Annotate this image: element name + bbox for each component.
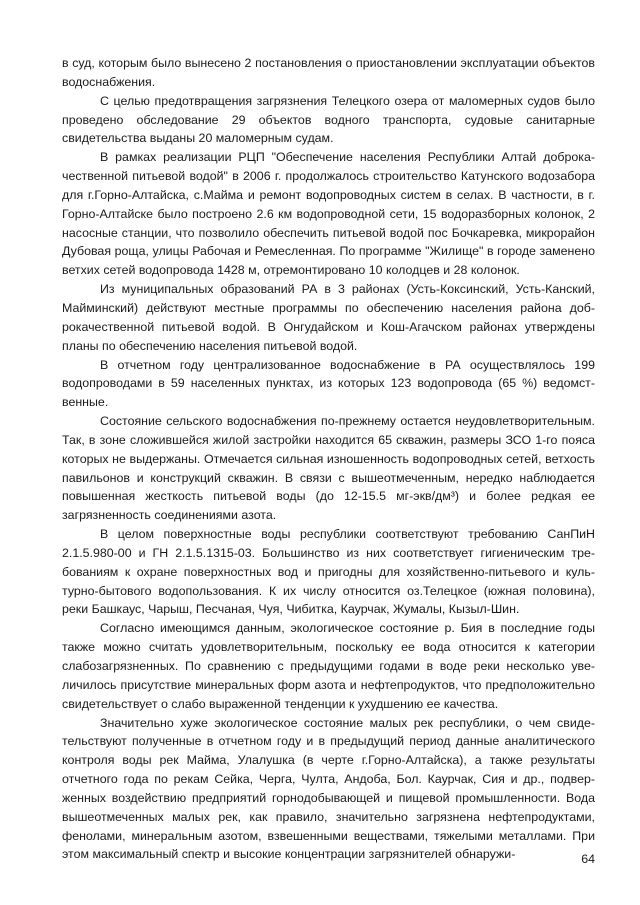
paragraph: в суд, которым было вынесено 2 постановления о приостановлении эксплуатации объектов водоснабжения. bbox=[62, 56, 595, 89]
paragraph: В отчетном году централизованное водоснабжение в РА осуществлялось 199 водопроводами в 59 населенных пунктах, из которых 123 водопровода (65 %) ведомственные. bbox=[62, 357, 595, 410]
paragraph: Значительно хуже экологическое состояние малых рек республики, о чем свидетельствуют полученные в отчетном году и в предыдущий период данные аналитического контроля воды рек Майма, Улалушка (в черте г.Горно-Алтайска), а также результаты отчетного года по рекам Сейка, Черга, Чулта, Андоба, Бол. Каурчак, Сия и др., подверженных воздействию предприятий горнодобывающей и пищевой промышленности. Вода вышеотмеченных малых рек, как правило, значительно загрязнена нефтепродуктами, фенолами, минеральным азотом, взвешенными веществами, тяжелыми металлами. При этом максимальный спектр и высокие концентрации загрязнителей обнаружи- bbox=[62, 715, 595, 862]
paragraph: Из муниципальных образований РА в 3 районах (Усть-Коксинский, Усть-Канский, Майминский) действуют местные программы по обеспечению населения района доброкачественной питьевой водой. В Онгудайском и Кош-Агачском районах утверждены планы по обеспечению населения питьевой водой. bbox=[62, 282, 595, 353]
paragraph: В целом поверхностные воды республики соответствуют требованию СанПиН 2.1.5.980-00 и ГН 2.1.5.1315-03. Большинство из них соответствует гигиеническим требованиям к охране поверхностных вод и пригодны для хозяйственно-питьевого и культурно-бытового водопользования. К их числу относится оз.Телецкое (южная половина), реки Башкаус, Чарыш, Песчаная, Чуя, Чибитка, Каурчак, Жумалы, Кызыл-Шин. bbox=[62, 527, 595, 617]
paragraph: С целью предотвращения загрязнения Телецкого озера от маломерных судов было проведено обследование 29 объектов водного транспорта, судовые санитарные свидетельства выданы 20 маломерным судам. bbox=[62, 93, 595, 146]
paragraph: В рамках реализации РЦП "Обеспечение населения Республики Алтай доброкачественной питьевой водой" в 2006 г. продолжалось строительство Катунского водозабора для г.Горно-Алтайска, с.Майма и ремонт водопроводных систем в селах. В частности, в г. Горно-Алтайске было построено 2.6 км водопроводной сети, 15 водоразборных колонок, 2 насосные станции, что позволило обеспечить питьевой водой пос Бочкаревка, микрорайон Дубовая роща, улицы Рабочая и Ремесленная. По программе "Жилище" в городе заменено ветхих сетей водопровода 1428 м, отремонтировано 10 колодцев и 28 колонок. bbox=[62, 150, 595, 278]
paragraph: Согласно имеющимся данным, экологическое состояние р. Бия в последние годы также можно считать удовлетворительным, поскольку ее вода относится к категории слабозагрязненных. По сравнению с предыдущими годами в воде реки несколько увеличилось присутствие минеральных форм азота и нефтепродуктов, что предположительно свидетельствует о слабо выраженной тенденции к ухудшению ее качества. bbox=[62, 621, 595, 711]
document-body bbox=[62, 54, 595, 864]
paragraph: Состояние сельского водоснабжения по-прежнему остается неудовлетворительным. Так, в зоне сложившейся жилой застройки находится 65 скважин, размеры ЗСО 1-го пояса которых не выдержаны. Отмечается сильная изношенность водопроводных сетей, ветхость павильонов и конструкций скважин. В связи с вышеотмеченным, нередко наблюдается повышенная жесткость питьевой воды (до 12-15.5 мг-экв/дм³) и более редкая ее загрязненность соединениями азота. bbox=[62, 414, 595, 523]
page-number: 64 bbox=[581, 852, 595, 866]
